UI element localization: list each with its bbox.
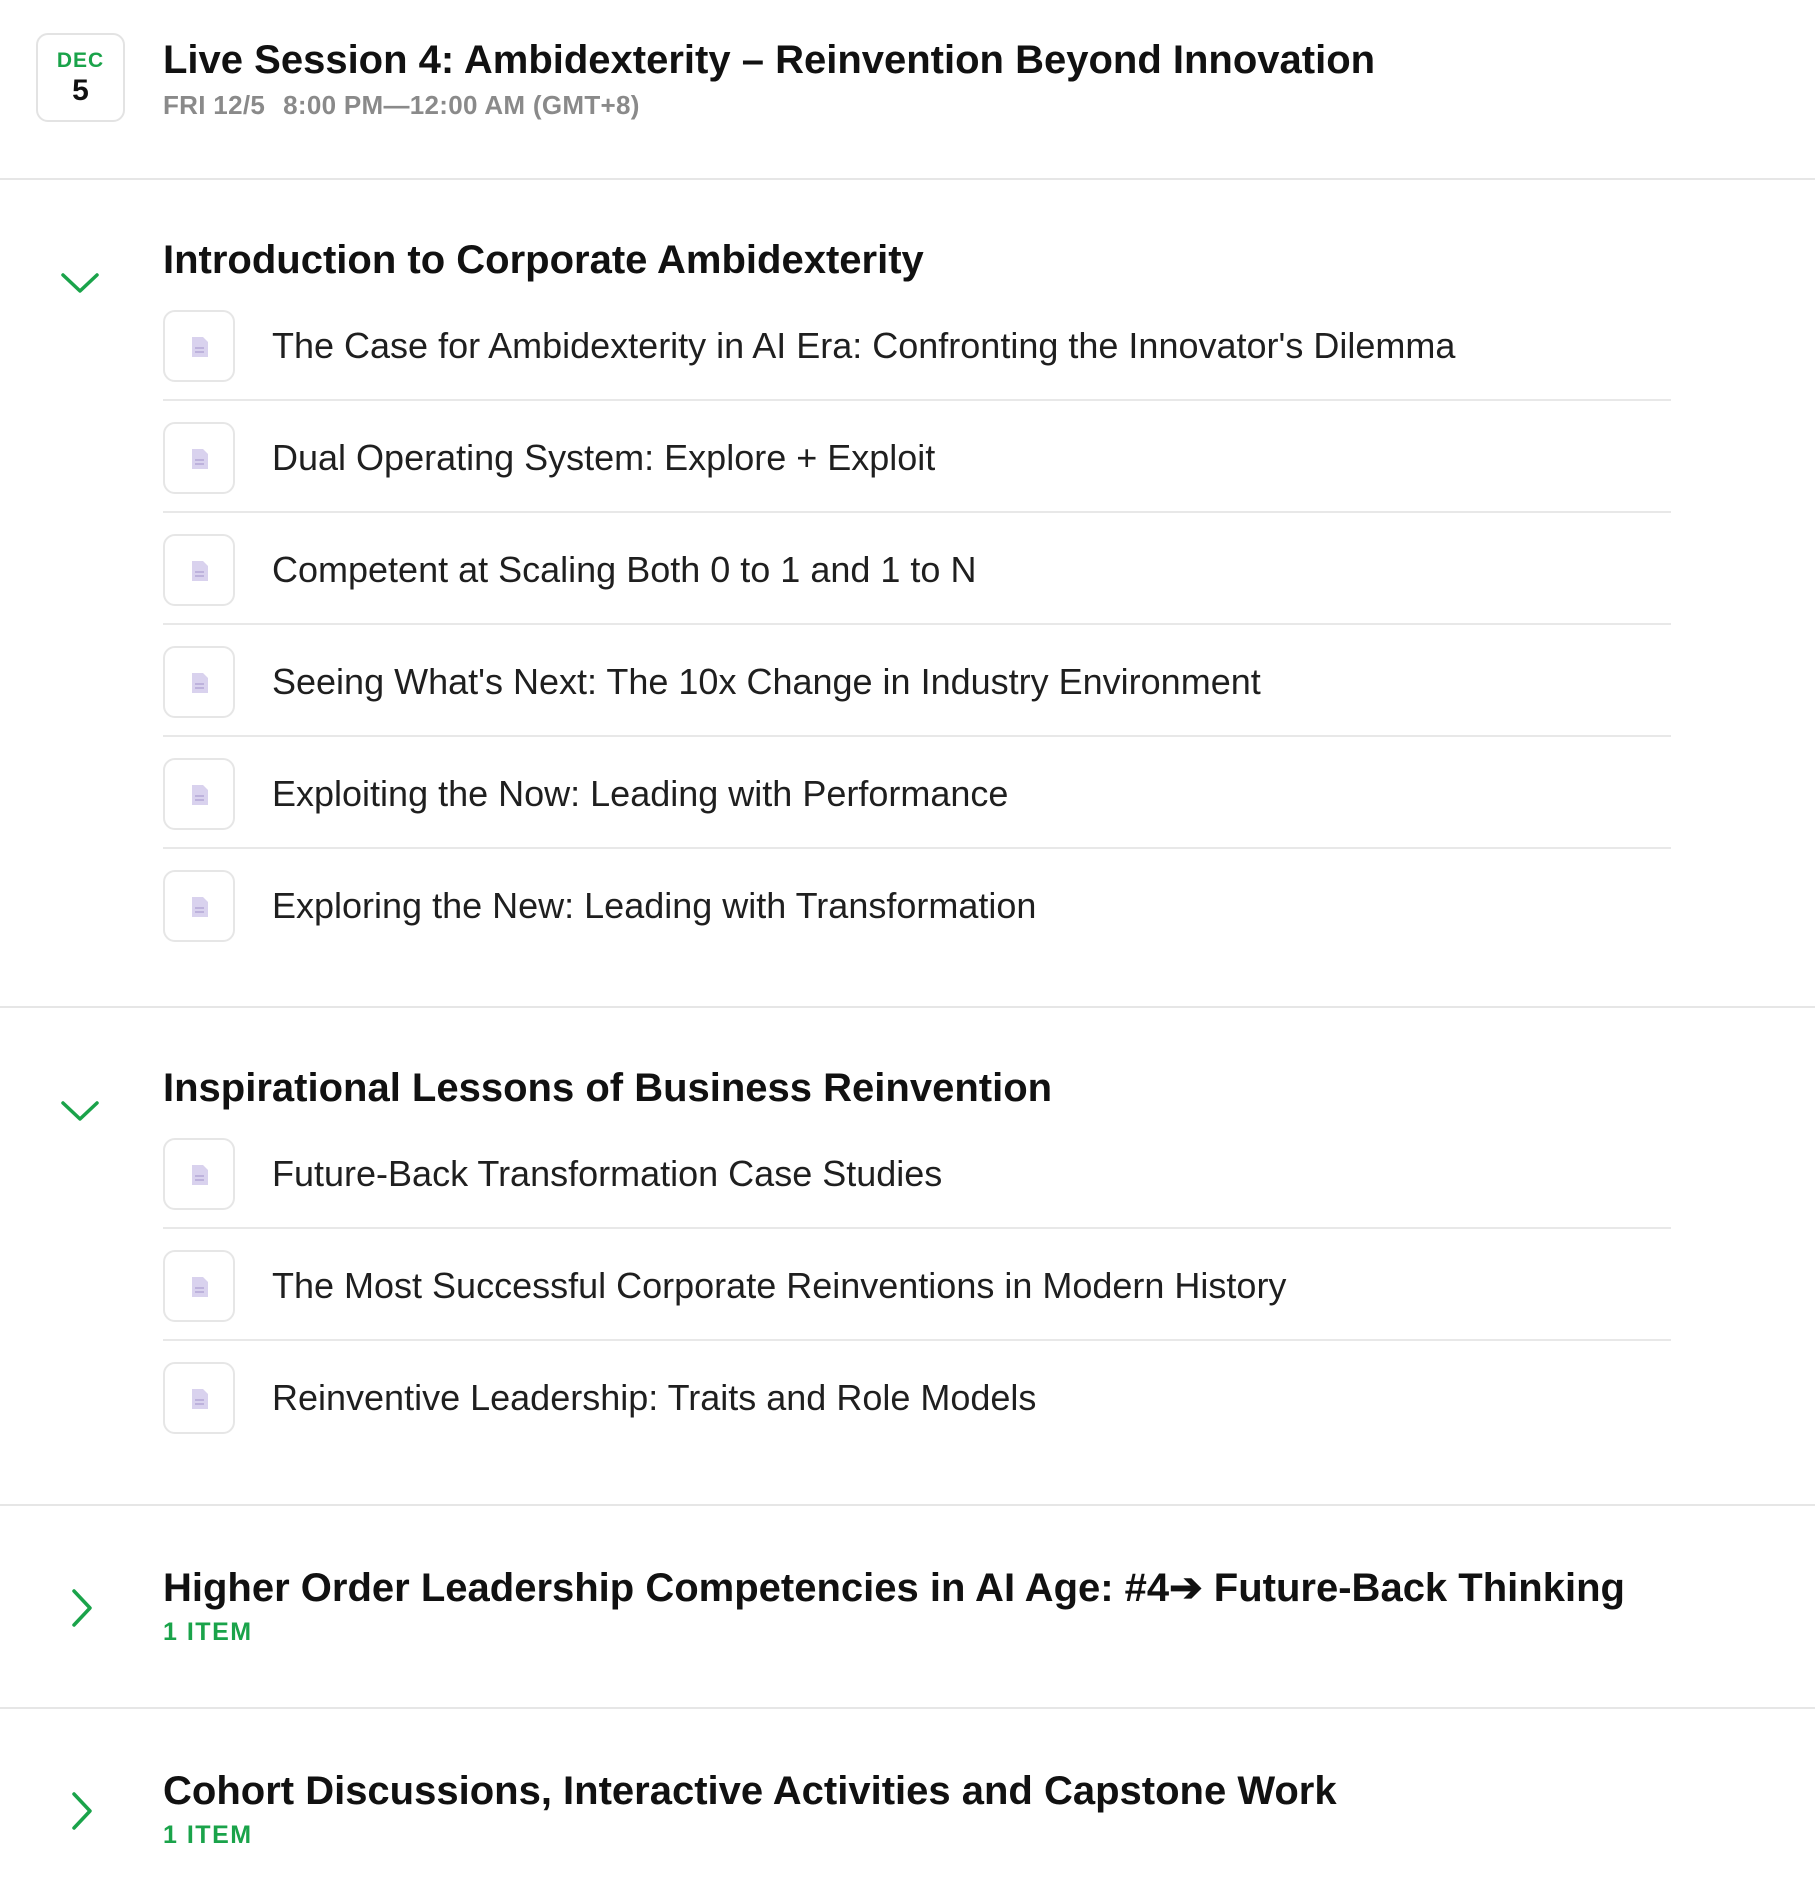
document-icon: [163, 1138, 235, 1210]
module-higher-order-leadership[interactable]: [0, 1506, 1815, 1709]
document-icon: [163, 758, 235, 830]
lesson-item[interactable]: [163, 1341, 1671, 1453]
chevron-down-icon[interactable]: [60, 1091, 100, 1131]
lesson-label: Exploiting the Now: Leading with Performance: [272, 773, 1009, 814]
document-icon: [163, 1250, 235, 1322]
module-title[interactable]: Higher Order Leadership Competencies in AI Age: #4➔ Future-Back Thinking: [163, 1566, 1625, 1610]
lesson-label: Seeing What's Next: The 10x Change in Industry Environment: [272, 661, 1261, 702]
session-time: [163, 90, 640, 120]
module-cohort-discussions[interactable]: [0, 1709, 1815, 1902]
lesson-label: Exploring the New: Leading with Transformation: [272, 885, 1037, 926]
date-badge: [36, 33, 125, 122]
lesson-item[interactable]: [163, 625, 1671, 737]
item-count: 1 ITEM: [163, 1618, 253, 1646]
module-title[interactable]: Inspirational Lessons of Business Reinvention: [163, 1066, 1053, 1110]
lesson-item[interactable]: [163, 1117, 1671, 1229]
date-day: 5: [72, 74, 89, 107]
lesson-label: The Case for Ambidexterity in AI Era: Confronting the Innovator's Dilemma: [272, 325, 1456, 366]
module-introduction: [0, 180, 1815, 1008]
document-icon: [163, 870, 235, 942]
chevron-right-icon[interactable]: [64, 1588, 104, 1628]
module-title[interactable]: Introduction to Corporate Ambidexterity: [163, 238, 924, 282]
lesson-item[interactable]: [163, 401, 1671, 513]
document-icon: [163, 534, 235, 606]
session-title[interactable]: Live Session 4: Ambidexterity – Reinvention Beyond Innovation: [163, 38, 1376, 82]
lesson-label: Competent at Scaling Both 0 to 1 and 1 to N: [272, 549, 977, 590]
lesson-item[interactable]: [163, 513, 1671, 625]
date-month: DEC: [56, 49, 105, 72]
lesson-item[interactable]: [163, 737, 1671, 849]
module-title[interactable]: Cohort Discussions, Interactive Activities and Capstone Work: [163, 1769, 1337, 1813]
lesson-item[interactable]: [163, 289, 1671, 401]
document-icon: [163, 422, 235, 494]
document-icon: [163, 646, 235, 718]
item-count: 1 ITEM: [163, 1821, 253, 1849]
session-time-range: 8:00 PM—12:00 AM (GMT+8): [283, 90, 640, 120]
session-header: [0, 0, 1815, 180]
document-icon: [163, 310, 235, 382]
chevron-right-icon[interactable]: [64, 1791, 104, 1831]
lesson-label: Future-Back Transformation Case Studies: [272, 1153, 943, 1194]
lesson-item[interactable]: [163, 849, 1671, 961]
lesson-item[interactable]: [163, 1229, 1671, 1341]
chevron-down-icon[interactable]: [60, 263, 100, 303]
lesson-label: The Most Successful Corporate Reinventions in Modern History: [272, 1265, 1287, 1306]
module-inspirational-lessons: [0, 1008, 1815, 1506]
lesson-label: Dual Operating System: Explore + Exploit: [272, 437, 936, 478]
document-icon: [163, 1362, 235, 1434]
lesson-label: Reinventive Leadership: Traits and Role Models: [272, 1377, 1037, 1418]
session-date: FRI 12/5: [163, 90, 266, 120]
